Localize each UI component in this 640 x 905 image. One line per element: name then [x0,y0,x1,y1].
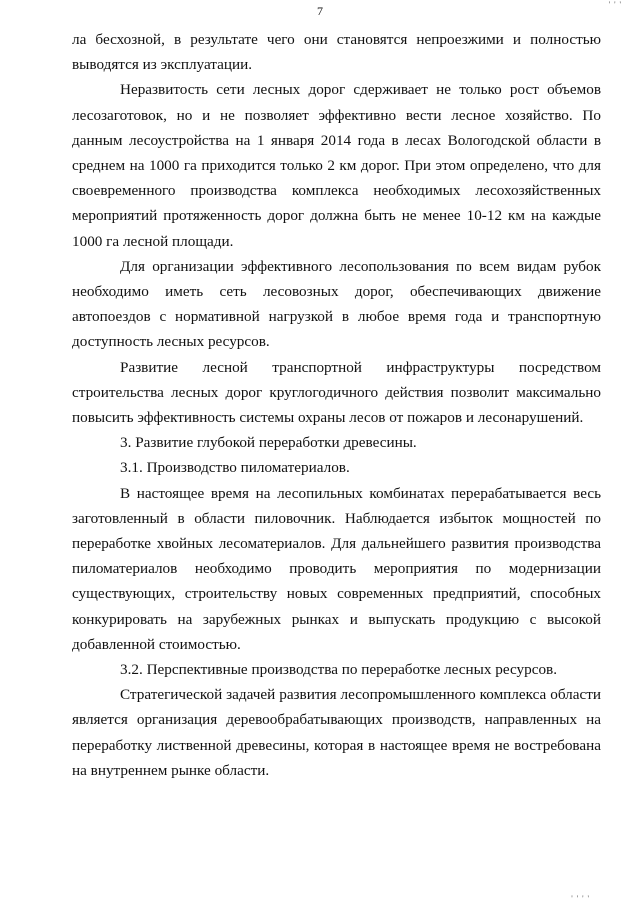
paragraph-road-network: Неразвитость сети лесных дорог сдерживает не только рост объемов лесозаготовок, но и не позволяет эффективно вести лесное хозяйство. По данным лесоустройства на 1 января 2014 года в лесах Вологодской области в среднем на 1000 га приходится только 2 км дорог. При этом определено, что для своевременного производства комплекса необходимых лесохозяйственных мероприятий протяженность дорог должна быть не менее 10-12 км на каждые 1000 га лесной площади. [72,81,601,250]
section-heading-3-2: 3.2. Перспективные производства по переработке лесных ресурсов. [120,661,558,679]
page-number: 7 [317,4,323,18]
paragraph-continuation: ла бесхозной, в результате чего они становятся непроезжими и полностью выводятся из эксплуатации. [72,31,601,74]
section-heading-3: 3. Развитие глубокой переработки древесины. [120,434,417,452]
scan-corner-mark-bottom: ' ' ' ' [571,894,590,903]
paragraph-transport-infrastructure: Развитие лесной транспортной инфраструктуры посредством строительства лесных дорог круглогодичного действия позволит максимально повысить эффективность системы охраны лесов от пожаров и лесонарушений. [72,358,601,427]
scan-corner-mark-top: ' ' ' [608,0,622,9]
paragraph-strategic-goal: Стратегической задачей развития лесопромышленного комплекса области является организация деревообрабатывающих производств, направленных на переработку лиственной древесины, которая в настоящее время не востребована на внутреннем рынке области. [72,686,601,779]
paragraph-logging-roads: Для организации эффективного лесопользования по всем видам рубок необходимо иметь сеть лесовозных дорог, обеспечивающих движение автопоездов с нормативной нагрузкой в любое время года и транспортную доступность лесных ресурсов. [72,257,601,351]
body-text [72,27,601,783]
section-heading-3-1: 3.1. Производство пиломатериалов. [120,459,350,477]
paragraph-sawmills: В настоящее время на лесопильных комбинатах перерабатывается весь заготовленный в области пиловочник. Наблюдается избыток мощностей по переработке хвойных лесоматериалов. Для дальнейшего развития производства пиломатериалов необходимо проводить мероприятия по модернизации существующих, строительству новых современных предприятий, способных конкурировать на зарубежных рынках и выпускать продукцию с высокой добавленной стоимостью. [72,484,601,653]
